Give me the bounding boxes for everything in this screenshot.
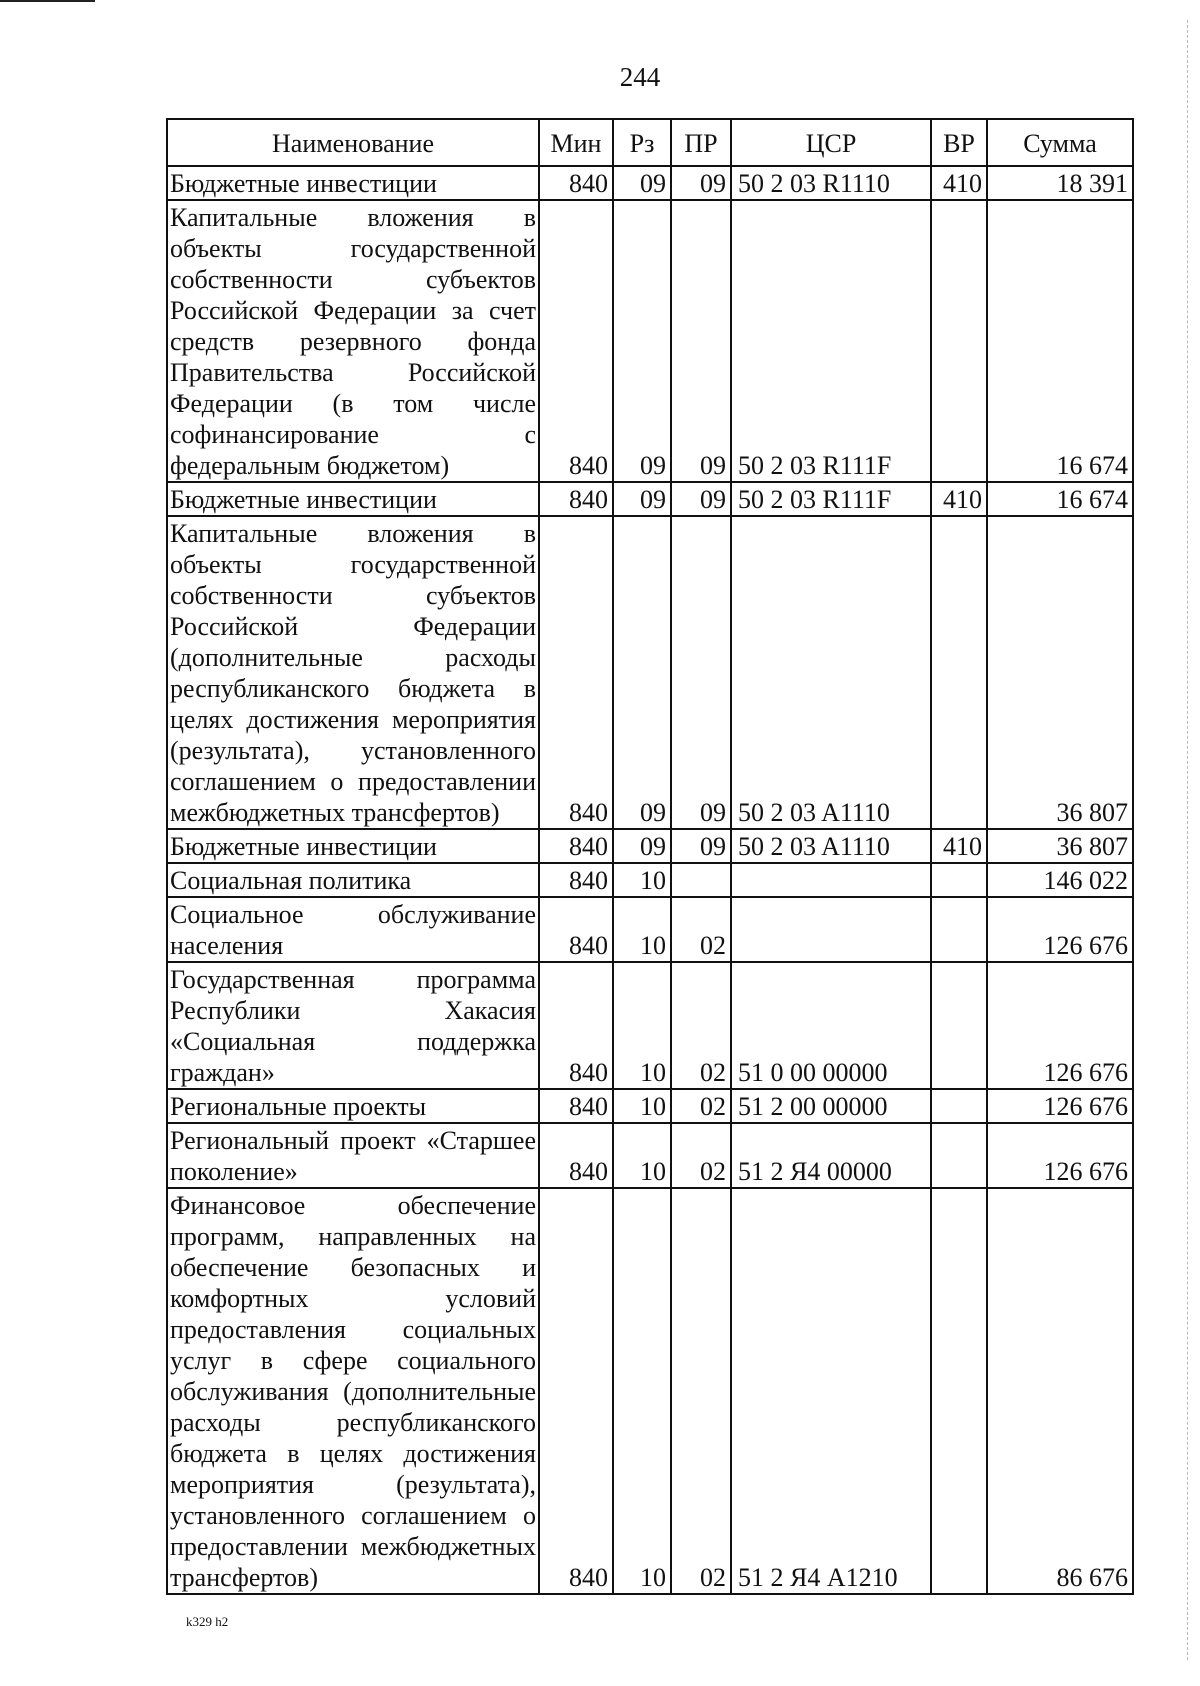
row-vr (931, 1089, 987, 1123)
row-csr: 50 2 03 R1110 (731, 166, 931, 200)
row-pr: 02 (671, 1089, 731, 1123)
row-sum: 126 676 (987, 897, 1133, 962)
row-sum: 16 674 (987, 200, 1133, 482)
row-csr: 50 2 03 R111F (731, 482, 931, 516)
table-header-row (167, 119, 1133, 166)
row-pr (671, 863, 731, 897)
row-rz: 10 (613, 897, 671, 962)
header-csr: ЦСР (731, 119, 931, 166)
row-vr (931, 863, 987, 897)
row-pr: 09 (671, 200, 731, 482)
row-rz: 10 (613, 1188, 671, 1594)
table-row (167, 1089, 1133, 1123)
row-min: 840 (539, 1188, 613, 1594)
header-pr: ПР (671, 119, 731, 166)
row-sum: 18 391 (987, 166, 1133, 200)
row-vr: 410 (931, 166, 987, 200)
row-sum: 126 676 (987, 1089, 1133, 1123)
row-min: 840 (539, 829, 613, 863)
row-sum: 16 674 (987, 482, 1133, 516)
row-pr: 09 (671, 482, 731, 516)
row-vr (931, 962, 987, 1089)
row-csr: 51 2 Я4 A1210 (731, 1188, 931, 1594)
row-sum: 36 807 (987, 829, 1133, 863)
row-vr: 410 (931, 829, 987, 863)
row-sum: 36 807 (987, 516, 1133, 829)
row-min: 840 (539, 482, 613, 516)
row-name: Социальное обслуживание населения (167, 897, 539, 962)
row-rz: 09 (613, 516, 671, 829)
header-sum: Сумма (987, 119, 1133, 166)
row-rz: 10 (613, 962, 671, 1089)
row-rz: 09 (613, 200, 671, 482)
header-min: Мин (539, 119, 613, 166)
row-name: Региональный проект «Старшее поколение» (167, 1123, 539, 1188)
row-rz: 09 (613, 166, 671, 200)
row-csr (731, 897, 931, 962)
row-pr: 09 (671, 516, 731, 829)
row-csr: 51 0 00 00000 (731, 962, 931, 1089)
page-number: 244 (619, 62, 661, 92)
row-name: Региональные проекты (167, 1089, 539, 1123)
row-sum: 126 676 (987, 962, 1133, 1089)
row-min: 840 (539, 863, 613, 897)
row-name: Капитальные вложения в объекты государственной собственности субъектов Российской Федерации за счет средств резервного фонда Правительства Российской Федерации (в том числе софинансирование с федеральным бюджетом) (167, 200, 539, 482)
row-min: 840 (539, 962, 613, 1089)
row-name: Бюджетные инвестиции (167, 829, 539, 863)
row-vr (931, 1123, 987, 1188)
row-name: Капитальные вложения в объекты государственной собственности субъектов Российской Федерации (дополнительные расходы республиканского бюджета в целях достижения мероприятия (результата), установленного соглашением о предоставлении межбюджетных трансфертов) (167, 516, 539, 829)
row-min: 840 (539, 1089, 613, 1123)
row-name: Государственная программа Республики Хакасия «Социальная поддержка граждан» (167, 962, 539, 1089)
scan-corner-mark (0, 0, 95, 2)
row-sum: 126 676 (987, 1123, 1133, 1188)
table-row (167, 863, 1133, 897)
row-csr: 50 2 03 R111F (731, 200, 931, 482)
table-row (167, 1123, 1133, 1188)
row-rz: 10 (613, 1123, 671, 1188)
row-vr (931, 200, 987, 482)
row-min: 840 (539, 516, 613, 829)
row-vr (931, 1188, 987, 1594)
row-pr: 09 (671, 166, 731, 200)
row-vr (931, 897, 987, 962)
row-csr: 51 2 00 00000 (731, 1089, 931, 1123)
row-min: 840 (539, 200, 613, 482)
row-name: Финансовое обеспечение программ, направленных на обеспечение безопасных и комфортных условий предоставления социальных услуг в сфере социального обслуживания (дополнительные расходы республиканского бюджета в целях достижения мероприятия (результата), установленного соглашением о предоставлении межбюджетных трансфертов) (167, 1188, 539, 1594)
header-rz: Рз (613, 119, 671, 166)
scan-edge-line (1186, 20, 1188, 1660)
table-row (167, 516, 1133, 829)
header-name: Наименование (167, 119, 539, 166)
row-csr (731, 863, 931, 897)
row-rz: 10 (613, 863, 671, 897)
table-row (167, 482, 1133, 516)
row-pr: 02 (671, 1188, 731, 1594)
row-csr: 50 2 03 A1110 (731, 516, 931, 829)
row-name: Бюджетные инвестиции (167, 482, 539, 516)
table-row (167, 200, 1133, 482)
row-csr: 51 2 Я4 00000 (731, 1123, 931, 1188)
row-csr: 50 2 03 A1110 (731, 829, 931, 863)
row-vr (931, 516, 987, 829)
table-row (167, 829, 1133, 863)
row-sum: 146 022 (987, 863, 1133, 897)
footer-code: k329 h2 (186, 1614, 229, 1629)
row-vr: 410 (931, 482, 987, 516)
row-sum: 86 676 (987, 1188, 1133, 1594)
row-pr: 09 (671, 829, 731, 863)
row-min: 840 (539, 1123, 613, 1188)
row-name: Бюджетные инвестиции (167, 166, 539, 200)
row-rz: 09 (613, 829, 671, 863)
row-min: 840 (539, 166, 613, 200)
row-name: Социальная политика (167, 863, 539, 897)
table-row (167, 897, 1133, 962)
row-pr: 02 (671, 1123, 731, 1188)
row-min: 840 (539, 897, 613, 962)
table-row (167, 166, 1133, 200)
row-pr: 02 (671, 897, 731, 962)
budget-table (166, 118, 1134, 1595)
table-row (167, 962, 1133, 1089)
row-pr: 02 (671, 962, 731, 1089)
row-rz: 09 (613, 482, 671, 516)
table-row (167, 1188, 1133, 1594)
row-rz: 10 (613, 1089, 671, 1123)
header-vr: ВР (931, 119, 987, 166)
